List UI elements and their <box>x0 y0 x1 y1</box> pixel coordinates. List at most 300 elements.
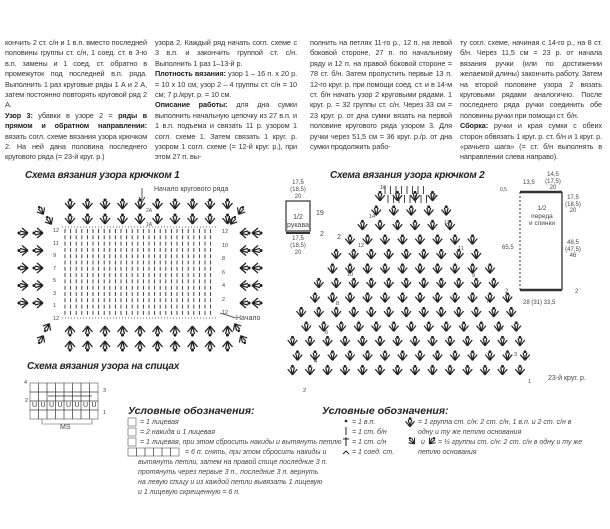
stitch-group-icon <box>135 199 145 209</box>
stitch-group-icon <box>398 293 408 302</box>
stitch-group-icon <box>363 351 373 360</box>
stitch-group-icon <box>100 214 110 224</box>
stitch-group-icon <box>18 228 28 238</box>
stitch-group-icon <box>477 322 487 331</box>
stitch-group-icon <box>358 220 368 229</box>
half-legend: = ½ группы ст. с/н: 2 ст. с/н в одну и ту же <box>438 439 583 446</box>
sleeve-extra: 2 <box>337 234 341 241</box>
stitch-group-icon <box>398 351 408 360</box>
crochet-legend-item: = 1 ст. с/н <box>352 439 387 446</box>
stitch-group-icon <box>337 322 347 331</box>
stitch-group-icon <box>402 307 412 316</box>
yarn-over-icon: U <box>40 402 46 409</box>
stitch-group-icon <box>468 235 478 244</box>
stitch-group-icon <box>118 214 128 224</box>
total-length: 65,5 <box>502 245 514 251</box>
knit-chart-cell <box>56 392 65 401</box>
stitch-group-icon <box>223 199 233 209</box>
stitch-group-icon <box>428 365 438 374</box>
stitch-group-icon <box>393 220 403 229</box>
stitch-group-icon <box>252 281 262 291</box>
paragraph-lead: Узор 3: <box>5 110 33 120</box>
row-number: 13 <box>444 219 451 226</box>
knit-chart-cell <box>30 392 39 401</box>
chart2-title: Схема вязания узора крючком 2 <box>330 170 485 181</box>
knit-chart-cell <box>73 383 82 392</box>
stitch-group-icon <box>205 326 215 336</box>
stitch-group-icon <box>83 326 93 336</box>
stitch-group-icon <box>18 263 28 273</box>
stitch-group-icon <box>367 249 377 258</box>
row-number: 12 <box>53 315 60 322</box>
stitch-group-icon <box>419 249 429 258</box>
legend-symbol-icon <box>128 438 136 446</box>
knit-chart-cell <box>81 383 90 392</box>
stitch-group-icon <box>415 235 425 244</box>
knit-chart-cell <box>30 383 39 392</box>
crochet-legend-title: Условные обозначения: <box>322 405 449 417</box>
stitch-group-icon <box>515 365 525 374</box>
legend-symbol-icon <box>171 448 180 456</box>
stitch-group-icon <box>323 336 333 345</box>
stitch-group-icon <box>188 214 198 224</box>
stitch-group-icon <box>349 307 359 316</box>
knit-legend-title: Условные обозначения: <box>128 405 255 417</box>
stitch-group-icon <box>170 214 180 224</box>
stitch-group-icon <box>459 322 469 331</box>
row-number: 7 <box>486 299 490 305</box>
sleeve-height: 19 <box>316 210 324 217</box>
stitch-group-icon <box>450 264 460 273</box>
row-number: 1 <box>528 378 532 385</box>
stitch-group-icon <box>358 336 368 345</box>
stitch-group-icon <box>468 293 478 302</box>
knit-chart-cell <box>56 383 65 392</box>
knit-chart-cell <box>81 392 90 401</box>
knit-chart-cell <box>90 392 99 401</box>
stitch-group-icon <box>442 206 452 215</box>
stitch-group-icon <box>358 365 368 374</box>
stitch-group-icon <box>345 351 355 360</box>
row-number: 9 <box>53 253 57 259</box>
stitch-group-icon <box>33 246 43 256</box>
stitch-group-icon <box>305 365 315 374</box>
stitch-group-icon <box>442 322 452 331</box>
stitch-group-icon <box>18 246 28 256</box>
stitch-group-icon <box>433 235 443 244</box>
row-number: 3 <box>53 290 57 297</box>
paragraph-text: узора 2. Каждый ряд начать согл. схеме с 3 в.п. и закончить группой ст. с/н. Выполнить 1 раз 1–13-й р. <box>155 38 297 68</box>
row-number: 8 <box>222 256 226 262</box>
row-number: 5 <box>53 278 57 284</box>
stitch-group-icon <box>83 199 93 209</box>
stitch-group-icon <box>135 326 145 336</box>
stitch-group-icon <box>415 264 425 273</box>
row-number: 9 <box>472 272 476 279</box>
row-number: 4 <box>222 283 226 289</box>
stitch-group-icon <box>188 199 198 209</box>
stitch-group-icon <box>205 214 215 224</box>
stitch-group-icon <box>240 281 250 291</box>
row-number: 6 <box>222 269 226 276</box>
stitch-group-icon <box>454 307 464 316</box>
start-label: Начало <box>236 315 261 322</box>
row-number: 3 <box>103 388 107 394</box>
paragraph-text: полнить на петлях 11-го р., 12 п. на левой боковой стороне, 27 п. по начальному ряду и 12 п. на правой боковой стороне = 78 ст. б/н. Затем пропустить первые 13 п. 12-го круг. р. при помощи соед. ст. и в 14-м ст. б/н начать узор 2 круговыми рядами. 1 круг. р. = 32 группы ст. с/н. Через 33 см = 23 круг. р. от дна сумки вязать на первой половине кругового ряда узором 3. Для ручки через 51,5 см = 36 круг. р./р. от дна сумки продолжить рабо- <box>310 38 452 152</box>
stitch-group-icon <box>135 214 145 224</box>
sleeve-top: 17,5 (18,5) 20 <box>290 180 306 200</box>
stitch-group-icon <box>480 336 490 345</box>
stitch-group-icon <box>424 322 434 331</box>
paragraph-text: узор 1 – 16 п. х 20 р. = 10 х 10 см; узор 2 – 4 группы ст. с/н = 10 см; 7 р./круг. р. = 10 см. <box>155 69 297 100</box>
stitch-group-icon <box>100 199 110 209</box>
slip-stitch-icon <box>343 451 349 454</box>
stitch-group-icon <box>445 336 455 345</box>
stitch-group-icon <box>410 336 420 345</box>
stitch-group-icon <box>223 341 233 351</box>
stitch-group-icon <box>153 214 163 224</box>
stitch-group-icon <box>305 336 315 345</box>
stitch-group-icon <box>393 336 403 345</box>
stitch-group-icon <box>188 341 198 351</box>
paragraph-text: вязать согл. схеме вязания узора крючком 2. На ней дана половина последнего кругового ряда (= 23-й круг. р.) <box>5 131 147 162</box>
paragraph-lead: Сборка: <box>460 121 489 131</box>
paragraph-text: ручки и края сумки с обеих сторон обвязать 1 круг. р. ст. б/н и 1 круг. р. «рачьего шага» (= ст. б/н выполнять в направлении слева направо). <box>460 121 602 162</box>
stitch-group-icon <box>515 336 525 345</box>
stitch-group-icon <box>170 199 180 209</box>
stitch-group-icon <box>419 307 429 316</box>
stitch-group-icon <box>437 307 447 316</box>
hem-width: 28 (31) 33,5 <box>523 300 556 306</box>
stitch-group-icon <box>33 281 43 291</box>
yarn-over-icon: U <box>74 402 80 409</box>
half-and: и <box>421 439 425 446</box>
knit-chart-cell <box>90 410 99 419</box>
stitch-group-icon <box>407 206 417 215</box>
stitch-group-icon <box>135 341 145 351</box>
stitch-group-icon <box>450 293 460 302</box>
stitch-group-icon <box>485 264 495 273</box>
stitch-group-icon <box>419 278 429 287</box>
stitch-group-icon <box>375 220 385 229</box>
knit-legend-item: = 1 лицевая, при этом сбросить накиды и вытянуть петлю <box>140 439 342 446</box>
stitch-group-icon <box>328 351 338 360</box>
stitch-group-icon <box>83 214 93 224</box>
stitch-group-icon <box>240 246 250 256</box>
stitch-group-icon <box>223 326 233 336</box>
stitch-group-icon <box>153 199 163 209</box>
stitch-group-icon <box>65 326 75 336</box>
stitch-group-icon <box>375 336 385 345</box>
legend-symbol-icon <box>162 448 171 456</box>
knit-legend-line: вытянуть петли, затем на правой спице последние 3 п. <box>138 459 328 466</box>
stitch-group-icon <box>415 351 425 360</box>
stitch-group-icon <box>407 322 417 331</box>
knit-chart-cell <box>81 410 90 419</box>
stitch-group-icon <box>450 235 460 244</box>
stitch-group-icon <box>65 214 75 224</box>
stitch-group-icon <box>235 204 247 216</box>
legend-symbol-icon <box>145 448 154 456</box>
stitch-group-icon <box>35 204 47 216</box>
stitch-group-icon <box>118 341 128 351</box>
stitch-group-icon <box>310 293 320 302</box>
stitch-group-icon <box>372 322 382 331</box>
stitch-group-icon <box>153 326 163 336</box>
stitch-group-icon <box>349 249 359 258</box>
sleeve-label: 1/2 рукава <box>287 214 309 229</box>
stitch-group-icon <box>35 333 47 345</box>
knit-chart-cell <box>90 383 99 392</box>
knit-chart-title: Схема вязания узора на спицах <box>27 361 180 372</box>
stitch-group-icon <box>424 206 434 215</box>
stitch-group-icon <box>297 307 307 316</box>
neck-width: 13,5 <box>523 180 535 186</box>
row-number: 4 <box>314 359 318 365</box>
row-number: 16 <box>380 185 387 191</box>
stitch-group-icon <box>498 336 508 345</box>
row-number: 11 <box>53 240 59 247</box>
stitch-group-icon <box>328 264 338 273</box>
knit-chart-cell <box>39 383 48 392</box>
start-round-label: Начало кругового ряда <box>154 186 229 193</box>
stitch-group-icon <box>240 298 250 308</box>
knit-chart-cell <box>64 383 73 392</box>
hem-right: 2 <box>575 289 579 295</box>
stitch-group-icon <box>398 235 408 244</box>
edge-size: 0,5 <box>500 187 507 193</box>
crochet-legend-item: = 1 ст. б/н <box>352 429 387 436</box>
stitch-group-icon <box>170 341 180 351</box>
stitch-group-icon <box>393 191 403 200</box>
stitch-group-icon <box>33 228 43 238</box>
stitch-group-icon <box>472 249 482 258</box>
shoulder-width: 14,5 (17,5) 20 <box>545 172 561 191</box>
chart1-title: Схема вязания узора крючком 1 <box>25 170 180 181</box>
knit-legend-line: протянуть через первые 3 п., последние 3 п. вернуть <box>138 469 319 476</box>
stitch-group-icon <box>205 341 215 351</box>
stitch-group-icon <box>393 365 403 374</box>
knit-chart-cell <box>39 392 48 401</box>
row-number: 5 <box>500 325 504 332</box>
knit-chart-cell <box>64 392 73 401</box>
knit-chart-cell <box>56 410 65 419</box>
stitch-group-icon <box>468 351 478 360</box>
stitch-group-icon <box>498 365 508 374</box>
stitch-group-icon <box>402 278 412 287</box>
stitch-group-icon <box>480 365 490 374</box>
stitch-group-icon <box>380 351 390 360</box>
row-number: 2 <box>303 388 307 394</box>
stitch-group-icon <box>433 293 443 302</box>
stitch-group-icon <box>415 293 425 302</box>
stitch-group-icon <box>428 336 438 345</box>
sleeve-bottom: 17,5 (18,5) 20 <box>290 236 306 256</box>
row-number: 7 <box>53 265 57 272</box>
knit-chart-cell <box>47 410 56 419</box>
stitch-group-icon <box>41 321 53 333</box>
stitch-group-icon <box>375 365 385 374</box>
stitch-group-icon <box>503 351 513 360</box>
stitch-group-icon <box>410 220 420 229</box>
stitch-group-icon <box>252 263 262 273</box>
row-number: 1 <box>53 303 57 309</box>
row-number: 2 <box>222 296 226 303</box>
stitch-group-icon <box>384 249 394 258</box>
row-number: 12 <box>358 243 365 249</box>
stitch-group-icon <box>406 418 415 427</box>
yarn-over-icon: U <box>32 402 38 409</box>
stitch-group-icon <box>43 214 55 226</box>
stitch-group-icon <box>354 322 364 331</box>
half-legend: петлю основания <box>418 449 477 456</box>
stitch-group-icon <box>402 249 412 258</box>
stitch-group-icon <box>240 263 250 273</box>
stitch-group-icon <box>445 365 455 374</box>
paragraph-lead: ряды в прямом и обратном направлении: <box>5 110 147 131</box>
stitch-group-icon <box>18 298 28 308</box>
stitch-group-icon <box>240 228 250 238</box>
stitch-group-icon <box>100 341 110 351</box>
stitch-group-icon <box>489 278 499 287</box>
stitch-group-icon <box>450 351 460 360</box>
row-number: 12 <box>222 310 229 316</box>
label-2a: 2A <box>146 208 153 214</box>
stitch-group-icon <box>472 278 482 287</box>
stitch-group-icon <box>323 365 333 374</box>
knit-chart-cell <box>47 392 56 401</box>
yarn-over-icon: U <box>83 402 89 409</box>
stitch-group-icon <box>252 246 262 256</box>
stitch-group-icon <box>332 249 342 258</box>
knit-chart-cell <box>47 383 56 392</box>
paragraph-text: для дна сумки выполнить начальную цепочку из 27 в.п. и 1 в.п. подъема и связать 11 р. узором 1 согл. схеме 1. Затем связать 1 круг. р. узором 1 согл. схеме (= 12-й круг. р.), при этом 27 п. вы- <box>155 100 297 162</box>
knit-chart-cell <box>39 410 48 419</box>
group-legend: = 1 группа ст. с/н: 2 ст. с/н, 1 в.п. и 2 ст. с/н в <box>418 419 572 426</box>
stitch-group-icon <box>507 307 517 316</box>
stitch-group-icon <box>188 326 198 336</box>
stitch-group-icon <box>340 365 350 374</box>
stitch-group-icon <box>18 281 28 291</box>
stitch-group-icon <box>153 341 163 351</box>
row-number: 8 <box>336 301 340 307</box>
yarn-over-icon: U <box>57 402 63 409</box>
stitch-group-icon <box>170 326 180 336</box>
body-label: 1/2 переда и спинки <box>529 205 555 227</box>
legend-symbol-icon <box>137 448 146 456</box>
stitch-group-icon <box>367 307 377 316</box>
row-number: 12 <box>222 229 229 235</box>
stitch-group-icon <box>237 333 249 345</box>
stitch-group-icon <box>65 341 75 351</box>
stitch-group-icon <box>349 278 359 287</box>
row-number: 4 <box>24 380 28 386</box>
stitch-group-icon <box>340 336 350 345</box>
stitch-group-icon <box>384 307 394 316</box>
paragraph-lead: Плотность вязания: <box>155 69 226 79</box>
stitch-group-icon <box>345 293 355 302</box>
row-number: 3 <box>514 352 518 358</box>
stitch-group-icon <box>454 278 464 287</box>
stitch-group-icon <box>380 264 390 273</box>
stitch-group-icon <box>433 264 443 273</box>
stitch-group-icon <box>410 365 420 374</box>
stitch-group-icon <box>302 322 312 331</box>
row-number: 6 <box>325 330 329 336</box>
stitch-group-icon <box>33 263 43 273</box>
row-number: 14 <box>369 214 376 220</box>
row-number: 11 <box>458 246 464 252</box>
stitch-group-icon <box>463 336 473 345</box>
stitch-group-icon <box>472 307 482 316</box>
stitch-group-icon <box>512 322 522 331</box>
stitch-group-icon <box>367 278 377 287</box>
stitch-group-icon <box>252 228 262 238</box>
stitch-group-icon <box>293 351 303 360</box>
stitch-group-icon <box>288 336 298 345</box>
label-1a: 1A <box>146 222 153 228</box>
stitch-group-icon <box>314 278 324 287</box>
stitch-group-icon <box>118 199 128 209</box>
knit-chart-cell <box>64 410 73 419</box>
paragraph-lead: Описание работы: <box>155 100 228 110</box>
knit-legend-long: = 6 п. снять, при этом сбросить накиды и <box>185 449 327 456</box>
stitch-group-icon <box>332 278 342 287</box>
hem-left: 2 <box>505 289 509 295</box>
crochet-legend-item: = 1 соед. ст. <box>352 449 395 456</box>
stitch-group-icon <box>389 322 399 331</box>
row-number: 12 <box>53 228 60 234</box>
knit-legend-item: = 2 накида и 1 лицевая <box>140 429 216 436</box>
stitch-group-icon <box>428 220 438 229</box>
stitch-group-icon <box>314 307 324 316</box>
stitch-group-icon <box>363 264 373 273</box>
row-number: 1 <box>103 410 107 416</box>
stitch-group-icon <box>437 249 447 258</box>
knit-legend-line: и 1 лицевую скрещенную = 6 п. <box>138 489 241 496</box>
row-number: 15 <box>430 193 437 199</box>
repeat-label: MS <box>60 424 71 431</box>
stitch-group-icon <box>375 191 385 200</box>
chain-icon <box>345 420 348 423</box>
group-legend: одну и ту же петлю основания <box>418 429 522 436</box>
paragraph-text: убавки в узоре 2 = <box>32 110 119 120</box>
sleeve-cuff: 2 <box>320 231 324 238</box>
stitch-group-icon <box>433 351 443 360</box>
stitch-group-icon <box>252 298 262 308</box>
stitch-group-icon <box>406 435 417 446</box>
legend-symbol-icon <box>128 428 136 436</box>
knit-chart-cell <box>30 410 39 419</box>
legend-symbol-icon <box>154 448 163 456</box>
yarn-over-icon: U <box>66 402 72 409</box>
stitch-group-icon <box>485 351 495 360</box>
stitch-group-icon <box>384 278 394 287</box>
stitch-group-icon <box>437 278 447 287</box>
stitch-group-icon <box>65 199 75 209</box>
stitch-group-icon <box>83 341 93 351</box>
stitch-group-icon <box>520 351 530 360</box>
row-number: 2 <box>25 398 29 404</box>
stitch-group-icon <box>380 235 390 244</box>
stitch-group-icon <box>205 199 215 209</box>
stitch-group-icon <box>463 365 473 374</box>
stitch-group-icon <box>100 326 110 336</box>
paragraph-text: ту согл. схеме, начиная с 14-го р., на 8 ст. б/н. Через 11,5 см = 23 р. от начала вязания ручки (или по достижении желаемой длины) закончить работу. Затем на второй половине узора 2 вязать круговыми рядами аналогично. После последнего ряда ручки соединить обе половины ручки при помощи ст. б/н. <box>460 38 602 120</box>
stitch-group-icon <box>363 293 373 302</box>
stitch-group-icon <box>389 206 399 215</box>
knit-legend-line: на левую спицу и из каждой петли вывязать 1 лицевую <box>138 479 323 486</box>
